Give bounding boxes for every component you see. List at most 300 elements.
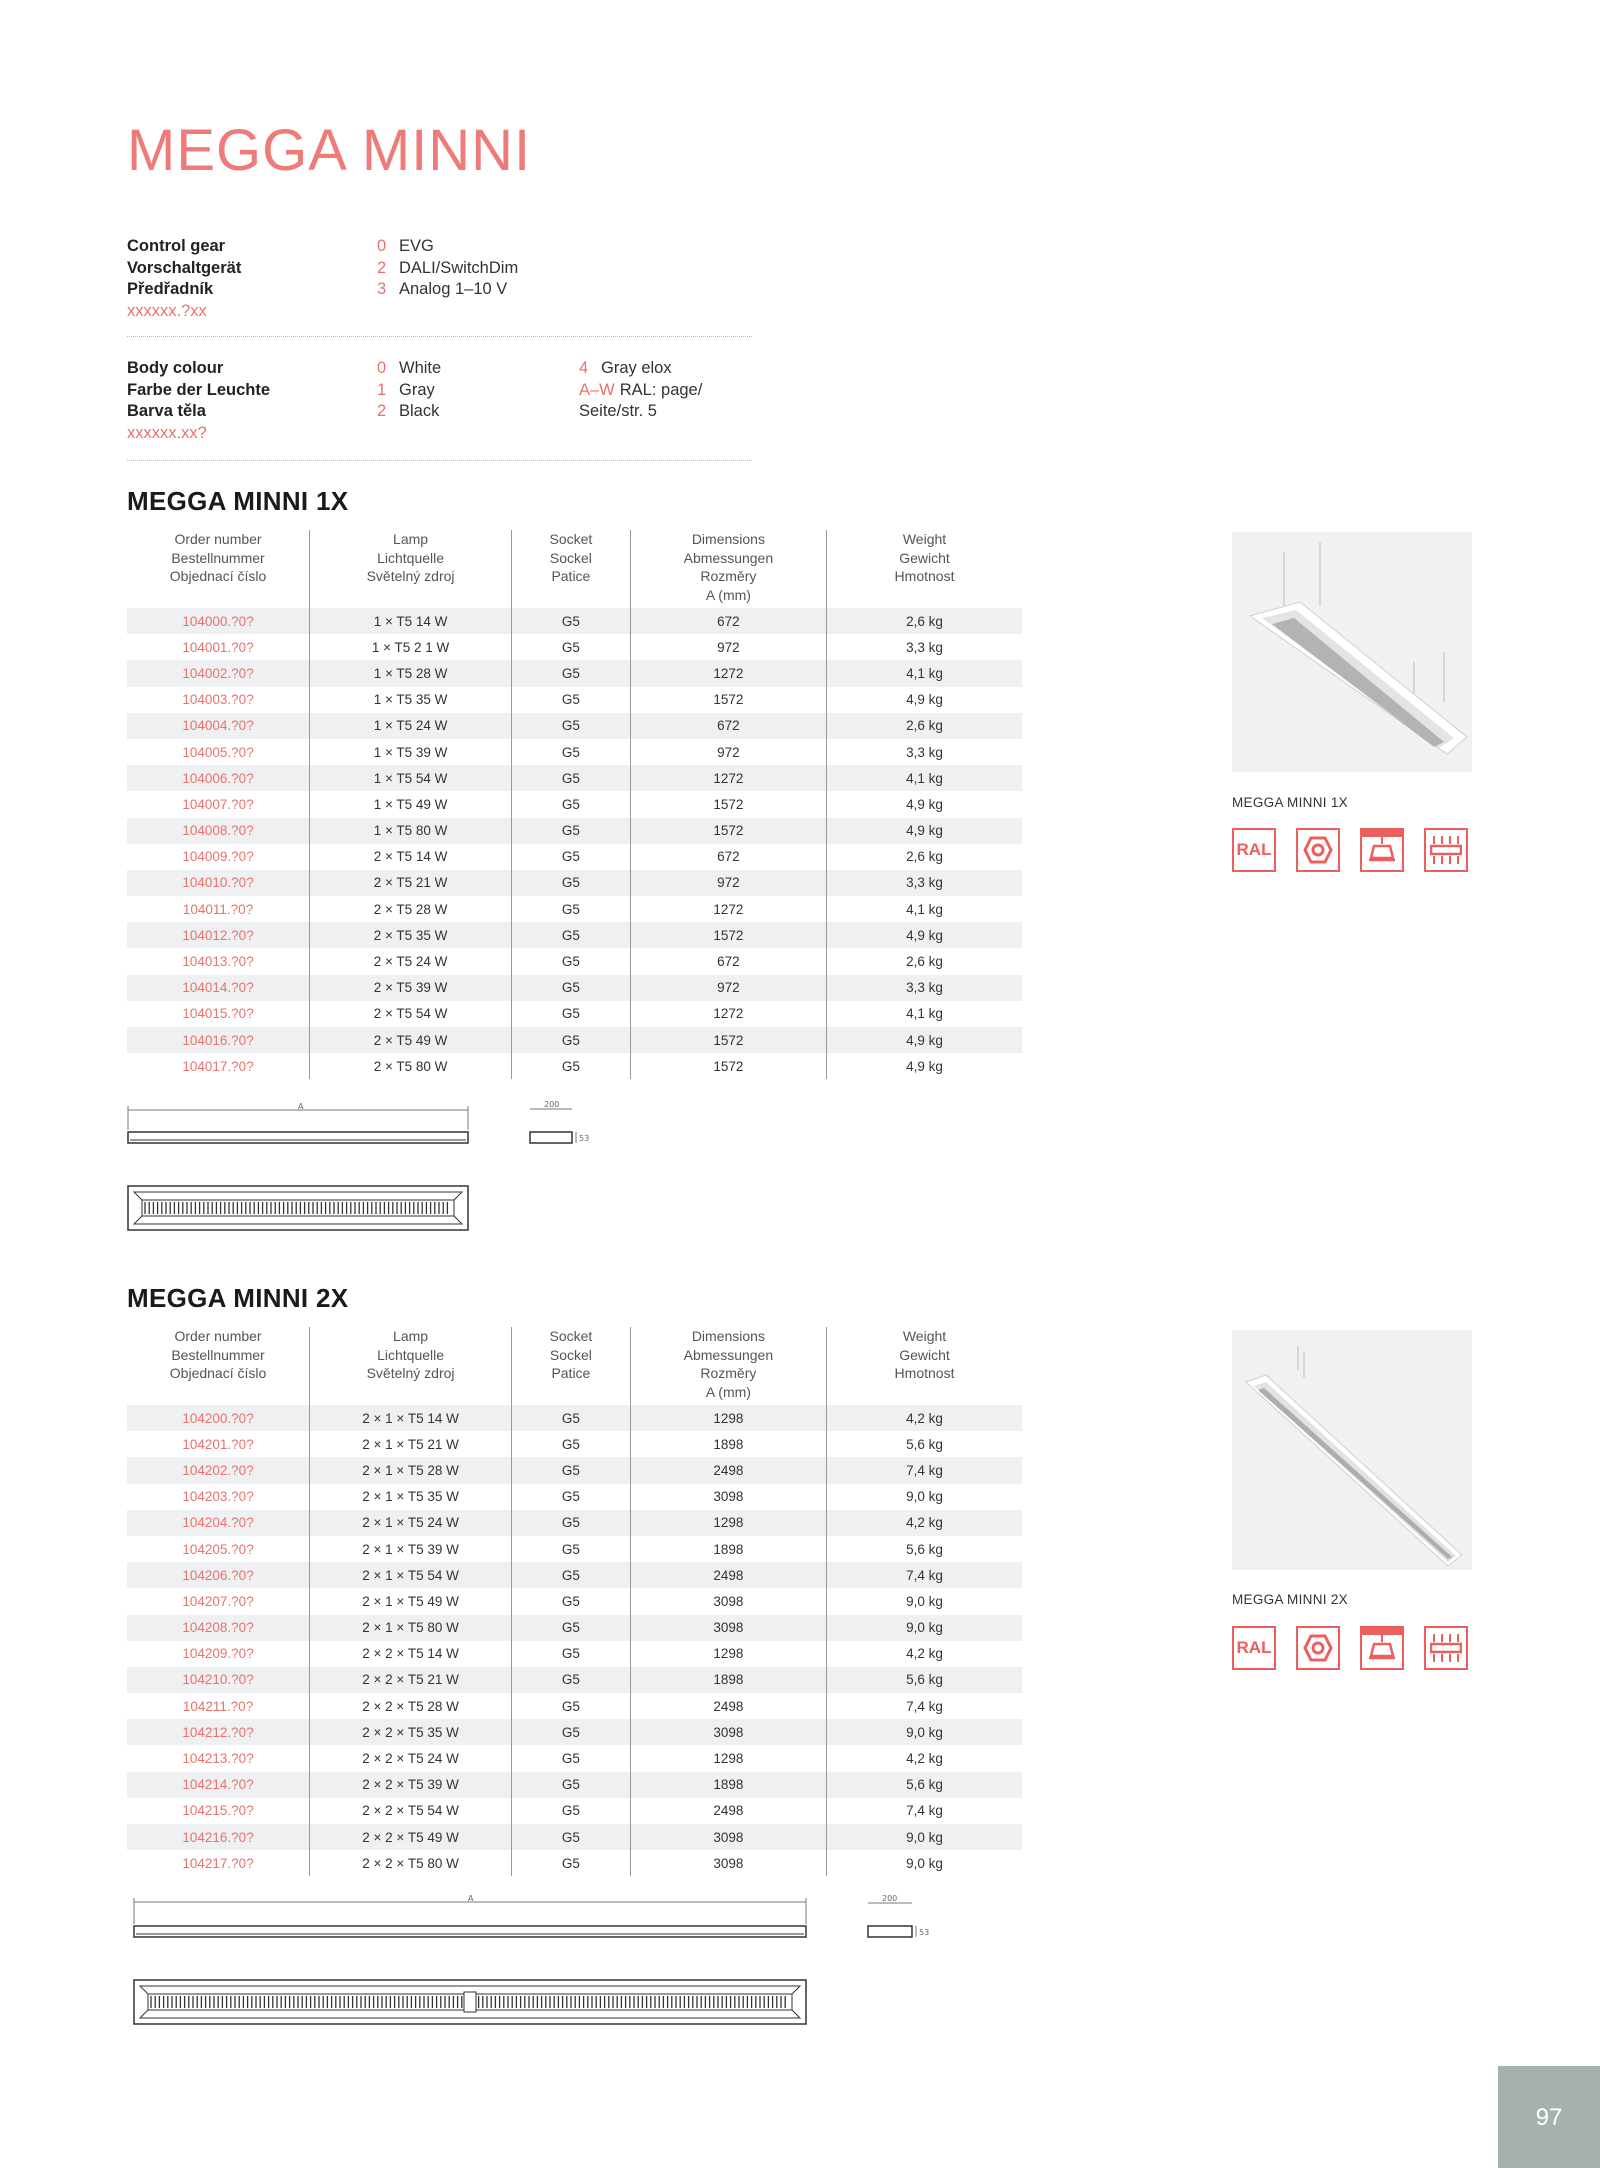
header-line: Bestellnummer (171, 1346, 265, 1363)
control-gear-labels (127, 236, 241, 322)
order-number-cell: 104201.?0? (127, 1431, 310, 1457)
weight-cell: 4,9 kg (827, 791, 1022, 817)
option-number: 2 (377, 402, 387, 420)
lamp-cell: 2 × 2 × T5 39 W (310, 1772, 512, 1798)
header-line: Sockel (549, 549, 592, 566)
socket-cell: G5 (512, 1850, 631, 1876)
table-row (127, 1615, 1022, 1641)
order-number-cell: 104015.?0? (127, 1001, 310, 1027)
option-item (377, 380, 441, 402)
header-order-number (127, 530, 310, 608)
weight-cell: 4,1 kg (827, 765, 1022, 791)
order-number-cell: 104010.?0? (127, 870, 310, 896)
socket-cell: G5 (512, 1510, 631, 1536)
socket-cell: G5 (512, 896, 631, 922)
dimension-cell: 1298 (630, 1510, 826, 1536)
option-text: RAL: page/ (619, 380, 703, 399)
section-title: MEGGA MINNI 1X (127, 486, 349, 516)
option-label: Barva těla (127, 402, 206, 420)
option-text: White (399, 359, 442, 377)
lamp-cell: 1 × T5 80 W (310, 818, 512, 844)
option-label: Předřadník (127, 280, 214, 298)
header-line: Objednací číslo (169, 568, 267, 584)
weight-cell: 7,4 kg (827, 1693, 1022, 1719)
table-row (127, 1824, 1022, 1850)
option-item (377, 279, 518, 301)
socket-cell: G5 (512, 1719, 631, 1745)
header-line: Sockel (549, 1346, 592, 1363)
feature-icons (1232, 1626, 1468, 1670)
weight-cell: 4,2 kg (827, 1745, 1022, 1771)
lamp-cell: 2 × T5 39 W (310, 975, 512, 1001)
weight-cell: 5,6 kg (827, 1772, 1022, 1798)
table-row (127, 739, 1022, 765)
option-item (377, 258, 518, 280)
lamp-cell: 2 × T5 49 W (310, 1027, 512, 1053)
order-number-cell: 104007.?0? (127, 791, 310, 817)
header-line: Dimensions (691, 531, 765, 547)
header-line: Lamp (393, 531, 429, 547)
table-header-row (127, 1327, 1022, 1405)
option-text: Analog 1–10 V (399, 280, 508, 298)
weight-cell: 5,6 kg (827, 1536, 1022, 1562)
order-number-cell: 104206.?0? (127, 1562, 310, 1588)
lamp-cell: 2 × 1 × T5 14 W (310, 1405, 512, 1431)
socket-cell: G5 (512, 687, 631, 713)
weight-cell: 3,3 kg (827, 870, 1022, 896)
socket-cell: G5 (512, 765, 631, 791)
dimension-cell: 3098 (630, 1719, 826, 1745)
control-gear-options (127, 236, 752, 336)
option-number: 0 (377, 359, 387, 377)
weight-cell: 2,6 kg (827, 608, 1022, 634)
divider (127, 460, 752, 461)
dimension-cell: 3098 (630, 1484, 826, 1510)
header-line: Rozměry (700, 1365, 757, 1381)
dimension-cell: 672 (630, 844, 826, 870)
table-body (127, 1405, 1022, 1876)
socket-cell: G5 (512, 1641, 631, 1667)
option-number: 1 (377, 380, 387, 399)
product-photo-2x (1232, 1330, 1472, 1570)
table-row (127, 1536, 1022, 1562)
order-number-cell: 104202.?0? (127, 1457, 310, 1483)
header-line: Hmotnost (894, 568, 955, 584)
header-line: Weight (902, 531, 947, 547)
louver-grid-icon (1424, 828, 1468, 872)
ral-icon: RAL (1232, 828, 1276, 872)
option-number: 0 (377, 237, 387, 255)
option-text: Seite/str. 5 (579, 402, 657, 420)
header-line: Abmessungen (683, 1346, 774, 1363)
table-row (127, 844, 1022, 870)
dimension-cell: 2498 (630, 1693, 826, 1719)
header-weight (827, 1327, 1022, 1405)
header-dimensions (630, 530, 826, 608)
header-line: Objednací číslo (169, 1365, 267, 1381)
order-number-cell: 104212.?0? (127, 1719, 310, 1745)
table-row (127, 1772, 1022, 1798)
socket-cell: G5 (512, 1405, 631, 1431)
order-number-cell: 104205.?0? (127, 1536, 310, 1562)
dimension-cell: 972 (630, 634, 826, 660)
weight-cell: 9,0 kg (827, 1484, 1022, 1510)
socket-cell: G5 (512, 608, 631, 634)
weight-cell: 5,6 kg (827, 1667, 1022, 1693)
table-row (127, 765, 1022, 791)
dimension-label-height: 53 (579, 1134, 590, 1143)
header-line: Dimensions (691, 1328, 765, 1344)
weight-cell: 3,3 kg (827, 739, 1022, 765)
weight-cell: 9,0 kg (827, 1615, 1022, 1641)
option-item (377, 236, 518, 258)
table-row (127, 791, 1022, 817)
dimension-cell: 1898 (630, 1536, 826, 1562)
option-label: Control gear (127, 237, 226, 255)
order-number-cell: 104000.?0? (127, 608, 310, 634)
dimension-cell: 1898 (630, 1431, 826, 1457)
weight-cell: 4,9 kg (827, 1027, 1022, 1053)
socket-cell: G5 (512, 948, 631, 974)
header-line: Hmotnost (894, 1365, 955, 1381)
socket-cell: G5 (512, 1824, 631, 1850)
dimension-label-a: A (298, 1102, 304, 1111)
header-line: Gewicht (899, 1346, 950, 1363)
header-line: Lamp (393, 1328, 429, 1344)
order-number-cell: 104200.?0? (127, 1405, 310, 1431)
order-number-cell: 104006.?0? (127, 765, 310, 791)
lamp-cell: 2 × 2 × T5 80 W (310, 1850, 512, 1876)
socket-cell: G5 (512, 1667, 631, 1693)
dimension-cell: 672 (630, 948, 826, 974)
option-number: A–W (579, 380, 615, 399)
dimension-cell: 1572 (630, 1027, 826, 1053)
socket-cell: G5 (512, 1536, 631, 1562)
lamp-cell: 2 × 2 × T5 14 W (310, 1641, 512, 1667)
option-label: Vorschaltgerät (127, 258, 242, 277)
socket-cell: G5 (512, 1745, 631, 1771)
lamp-cell: 1 × T5 24 W (310, 713, 512, 739)
order-number-cell: 104204.?0? (127, 1510, 310, 1536)
order-number-cell: 104003.?0? (127, 687, 310, 713)
table-row (127, 922, 1022, 948)
table-row (127, 948, 1022, 974)
table-row (127, 1001, 1022, 1027)
socket-cell: G5 (512, 922, 631, 948)
lamp-cell: 2 × T5 54 W (310, 1001, 512, 1027)
spec-table-1x (127, 530, 1022, 1079)
option-label: Body colour (127, 359, 224, 377)
dimension-cell: 672 (630, 608, 826, 634)
order-number-cell: 104210.?0? (127, 1667, 310, 1693)
weight-cell: 3,3 kg (827, 634, 1022, 660)
dimension-cell: 972 (630, 975, 826, 1001)
socket-cell: G5 (512, 634, 631, 660)
header-line: Gewicht (899, 549, 950, 566)
option-item (377, 358, 441, 380)
dimension-cell: 972 (630, 870, 826, 896)
lamp-cell: 1 × T5 14 W (310, 608, 512, 634)
table-row (127, 1745, 1022, 1771)
lamp-cell: 2 × 2 × T5 49 W (310, 1824, 512, 1850)
table-row (127, 1562, 1022, 1588)
hexagon-nut-icon (1296, 1626, 1340, 1670)
option-label: Farbe der Leuchte (127, 380, 271, 399)
lamp-cell: 2 × T5 35 W (310, 922, 512, 948)
header-line: Světelný zdroj (366, 1365, 455, 1381)
order-number-cell: 104004.?0? (127, 713, 310, 739)
order-number-cell: 104217.?0? (127, 1850, 310, 1876)
lamp-cell: 1 × T5 39 W (310, 739, 512, 765)
weight-cell: 4,9 kg (827, 922, 1022, 948)
header-line: Abmessungen (683, 549, 774, 566)
order-number-cell: 104209.?0? (127, 1641, 310, 1667)
body-colour-labels (127, 358, 270, 444)
table-row (127, 1588, 1022, 1614)
lamp-cell: 2 × 2 × T5 28 W (310, 1693, 512, 1719)
table-row (127, 870, 1022, 896)
dimension-label-width: 200 (882, 1894, 898, 1903)
divider (127, 336, 752, 337)
header-line: Order number (174, 1328, 262, 1344)
ral-icon: RAL (1232, 1626, 1276, 1670)
lamp-cell: 2 × 1 × T5 35 W (310, 1484, 512, 1510)
photo-caption: MEGGA MINNI 2X (1232, 1592, 1348, 1607)
header-line: Bestellnummer (171, 549, 265, 566)
weight-cell: 4,1 kg (827, 896, 1022, 922)
weight-cell: 2,6 kg (827, 844, 1022, 870)
feature-icons (1232, 828, 1468, 872)
header-line: Světelný zdroj (366, 568, 455, 584)
dimension-label-height: 53 (919, 1928, 930, 1937)
header-line: Patice (551, 568, 591, 584)
header-line: Weight (902, 1328, 947, 1344)
dimension-cell: 3098 (630, 1850, 826, 1876)
order-number-cell: 104005.?0? (127, 739, 310, 765)
table-row (127, 1693, 1022, 1719)
table-body (127, 608, 1022, 1079)
table-row (127, 634, 1022, 660)
option-item (377, 401, 441, 423)
product-photo-1x (1232, 532, 1472, 772)
header-line: Patice (551, 1365, 591, 1381)
header-line: Order number (174, 531, 262, 547)
order-number-cell: 104002.?0? (127, 660, 310, 686)
socket-cell: G5 (512, 1798, 631, 1824)
table-row (127, 660, 1022, 686)
header-weight (827, 530, 1022, 608)
socket-cell: G5 (512, 818, 631, 844)
weight-cell: 4,1 kg (827, 660, 1022, 686)
weight-cell: 3,3 kg (827, 975, 1022, 1001)
lamp-cell: 2 × 2 × T5 54 W (310, 1798, 512, 1824)
weight-cell: 4,1 kg (827, 1001, 1022, 1027)
weight-cell: 5,6 kg (827, 1431, 1022, 1457)
order-number-cell: 104216.?0? (127, 1824, 310, 1850)
dimension-cell: 1298 (630, 1641, 826, 1667)
dimension-cell: 3098 (630, 1615, 826, 1641)
lamp-cell: 2 × 1 × T5 24 W (310, 1510, 512, 1536)
order-number-cell: 104017.?0? (127, 1053, 310, 1079)
option-number: 2 (377, 258, 387, 277)
order-number-cell: 104214.?0? (127, 1772, 310, 1798)
socket-cell: G5 (512, 1053, 631, 1079)
order-number-cell: 104001.?0? (127, 634, 310, 660)
lamp-cell: 2 × 1 × T5 21 W (310, 1431, 512, 1457)
option-item (579, 380, 702, 402)
dimension-cell: 1272 (630, 765, 826, 791)
technical-drawing-1x (124, 1100, 604, 1235)
control-gear-values (377, 236, 518, 301)
weight-cell: 4,9 kg (827, 1053, 1022, 1079)
table-row (127, 1510, 1022, 1536)
table-row (127, 1850, 1022, 1876)
weight-cell: 7,4 kg (827, 1562, 1022, 1588)
socket-cell: G5 (512, 1693, 631, 1719)
order-number-cell: 104211.?0? (127, 1693, 310, 1719)
weight-cell: 4,2 kg (827, 1510, 1022, 1536)
header-lamp (310, 530, 512, 608)
dimension-cell: 3098 (630, 1824, 826, 1850)
suspended-luminaire-icon (1360, 1626, 1404, 1670)
lamp-cell: 2 × T5 21 W (310, 870, 512, 896)
table-row (127, 1798, 1022, 1824)
dimension-label-a: A (468, 1894, 474, 1903)
header-line: Rozměry (700, 568, 757, 584)
socket-cell: G5 (512, 1027, 631, 1053)
louver-grid-icon (1424, 1626, 1468, 1670)
page-title: MEGGA MINNI (127, 118, 532, 183)
order-number-cell: 104009.?0? (127, 844, 310, 870)
table-row (127, 1405, 1022, 1431)
lamp-cell: 2 × T5 80 W (310, 1053, 512, 1079)
weight-cell: 9,0 kg (827, 1850, 1022, 1876)
socket-cell: G5 (512, 844, 631, 870)
dimension-cell: 1298 (630, 1745, 826, 1771)
dimension-cell: 2498 (630, 1798, 826, 1824)
dimension-cell: 2498 (630, 1562, 826, 1588)
lamp-cell: 2 × T5 28 W (310, 896, 512, 922)
lamp-cell: 2 × T5 24 W (310, 948, 512, 974)
option-number: 3 (377, 280, 387, 298)
socket-cell: G5 (512, 870, 631, 896)
spec-table-2x (127, 1327, 1022, 1876)
dimension-cell: 2498 (630, 1457, 826, 1483)
table-row (127, 1667, 1022, 1693)
header-socket (512, 1327, 631, 1405)
lamp-cell: 1 × T5 35 W (310, 687, 512, 713)
dimension-cell: 1272 (630, 660, 826, 686)
lamp-cell: 2 × 2 × T5 21 W (310, 1667, 512, 1693)
option-text: Gray (399, 380, 435, 399)
lamp-cell: 2 × 1 × T5 54 W (310, 1562, 512, 1588)
weight-cell: 2,6 kg (827, 713, 1022, 739)
order-number-cell: 104008.?0? (127, 818, 310, 844)
weight-cell: 2,6 kg (827, 948, 1022, 974)
weight-cell: 4,9 kg (827, 818, 1022, 844)
socket-cell: G5 (512, 975, 631, 1001)
dimension-label-width: 200 (544, 1100, 560, 1109)
dimension-cell: 1898 (630, 1667, 826, 1693)
header-line: Lichtquelle (377, 549, 445, 566)
hexagon-nut-icon (1296, 828, 1340, 872)
order-number-cell: 104215.?0? (127, 1798, 310, 1824)
option-item (579, 401, 702, 423)
socket-cell: G5 (512, 791, 631, 817)
dimension-cell: 672 (630, 713, 826, 739)
weight-cell: 4,2 kg (827, 1405, 1022, 1431)
option-text: EVG (399, 237, 434, 255)
header-line: Lichtquelle (377, 1346, 445, 1363)
socket-cell: G5 (512, 713, 631, 739)
lamp-cell: 2 × T5 14 W (310, 844, 512, 870)
table-row (127, 1641, 1022, 1667)
order-number-cell: 104207.?0? (127, 1588, 310, 1614)
luminaire-image (1232, 1330, 1472, 1570)
table-row (127, 608, 1022, 634)
weight-cell: 7,4 kg (827, 1798, 1022, 1824)
header-line: A (mm) (705, 586, 751, 603)
order-number-cell: 104012.?0? (127, 922, 310, 948)
header-line: A (mm) (705, 1383, 751, 1400)
photo-caption: MEGGA MINNI 1X (1232, 795, 1348, 810)
weight-cell: 9,0 kg (827, 1588, 1022, 1614)
body-colour-values (377, 358, 441, 423)
socket-cell: G5 (512, 1562, 631, 1588)
page-number: 97 (1535, 2104, 1563, 2131)
header-dimensions (630, 1327, 826, 1405)
header-line: Socket (549, 531, 593, 547)
socket-cell: G5 (512, 1431, 631, 1457)
order-number-cell: 104213.?0? (127, 1745, 310, 1771)
socket-cell: G5 (512, 739, 631, 765)
dimension-cell: 1572 (630, 1053, 826, 1079)
option-text: Black (399, 402, 440, 420)
dimension-cell: 1898 (630, 1772, 826, 1798)
dimension-cell: 1272 (630, 1001, 826, 1027)
table-row (127, 687, 1022, 713)
body-colour-values-2 (579, 358, 702, 423)
order-number-cell: 104016.?0? (127, 1027, 310, 1053)
socket-cell: G5 (512, 1001, 631, 1027)
lamp-cell: 1 × T5 2 1 W (310, 634, 512, 660)
dimension-cell: 1272 (630, 896, 826, 922)
order-number-cell: 104208.?0? (127, 1615, 310, 1641)
table-row (127, 1053, 1022, 1079)
table-row (127, 896, 1022, 922)
lamp-cell: 2 × 1 × T5 80 W (310, 1615, 512, 1641)
weight-cell: 4,9 kg (827, 687, 1022, 713)
dimension-cell: 1572 (630, 922, 826, 948)
dimension-cell: 1298 (630, 1405, 826, 1431)
dimension-cell: 1572 (630, 818, 826, 844)
order-number-cell: 104014.?0? (127, 975, 310, 1001)
header-line: Socket (549, 1328, 593, 1344)
header-socket (512, 530, 631, 608)
socket-cell: G5 (512, 660, 631, 686)
dimension-cell: 3098 (630, 1588, 826, 1614)
luminaire-image (1232, 532, 1472, 772)
lamp-cell: 2 × 2 × T5 35 W (310, 1719, 512, 1745)
socket-cell: G5 (512, 1588, 631, 1614)
socket-cell: G5 (512, 1457, 631, 1483)
option-number: 4 (579, 359, 589, 377)
lamp-cell: 1 × T5 54 W (310, 765, 512, 791)
table-row (127, 975, 1022, 1001)
table-row (127, 1457, 1022, 1483)
dimension-cell: 1572 (630, 687, 826, 713)
table-header-row (127, 530, 1022, 608)
